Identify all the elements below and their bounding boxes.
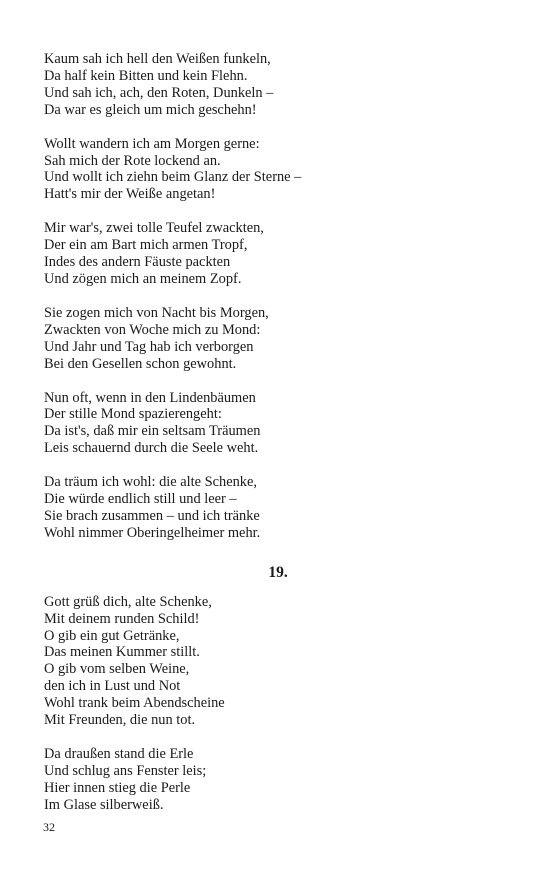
verse-line: O gib vom selben Weine, (44, 661, 190, 678)
verse-line: Da draußen stand die Erle (44, 746, 194, 762)
verse-line: Der ein am Bart mich armen Tropf, (44, 237, 248, 254)
verse-line: Und sah ich, ach, den Roten, Dunkeln – (44, 84, 274, 101)
verse-line: Mit deinem runden Schild! (44, 610, 200, 627)
verse-line: Wollt wandern ich am Morgen gerne: (44, 135, 260, 152)
verse-line: den ich in Lust und Not (44, 678, 181, 695)
verse-line: Da träum ich wohl: die alte Schenke, (44, 474, 257, 491)
page-content (44, 51, 510, 831)
verse-line: Sie brach zusammen – und ich tränke (44, 507, 260, 524)
stanza (44, 594, 510, 729)
verse-line: O gib ein gut Getränke, (44, 627, 180, 644)
verse-line: Gott grüß dich, alte Schenke, (44, 593, 212, 610)
verse-line: Da ist's, daß mir ein seltsam Träumen (44, 423, 261, 440)
verse-line: Bei den Gesellen schon gewohnt. (44, 355, 237, 372)
page-number: 32 (43, 820, 55, 834)
poem-19 (44, 594, 510, 814)
verse-line: Und Jahr und Tag hab ich verborgen (44, 338, 254, 355)
verse-line: Nun oft, wenn in den Lindenbäumen (44, 389, 256, 406)
stanza (44, 220, 510, 288)
stanza (44, 305, 510, 373)
verse-line: Der stille Mond spazierengeht: (44, 406, 222, 423)
poem-number-heading: 19. (268, 563, 288, 581)
verse-line: Wohl nimmer Oberingelheimer mehr. (44, 524, 261, 541)
stanza (44, 746, 510, 814)
verse-line: Sie zogen mich von Nacht bis Morgen, (44, 304, 269, 321)
verse-line: Und zögen mich an meinem Zopf. (44, 270, 242, 287)
verse-line: Im Glase silberweiß. (44, 796, 164, 813)
verse-line: Hier innen stieg die Perle (44, 779, 191, 796)
verse-line: Hatt's mir der Weiße angetan! (44, 186, 216, 203)
stanza (44, 51, 510, 119)
verse-line: Da war es gleich um mich geschehn! (44, 101, 257, 118)
poem-18-continuation (44, 51, 510, 542)
verse-line: Indes des andern Fäuste packten (44, 254, 231, 271)
stanza (44, 474, 510, 542)
stanza (44, 390, 510, 458)
verse-line: Mit Freunden, die nun tot. (44, 712, 196, 729)
stanza (44, 136, 510, 204)
verse-line: Da half kein Bitten und kein Flehn. (44, 67, 248, 84)
verse-line: Die würde endlich still und leer – (44, 491, 237, 508)
verse-line: Zwackten von Woche mich zu Mond: (44, 321, 261, 338)
verse-line: Das meinen Kummer stillt. (44, 644, 200, 661)
verse-line: Wohl trank beim Abendscheine (44, 695, 225, 712)
verse-line: Mir war's, zwei tolle Teufel zwackten, (44, 220, 264, 237)
verse-line: Und wollt ich ziehn beim Glanz der Sterne – (44, 169, 302, 186)
verse-line: Leis schauernd durch die Seele weht. (44, 440, 259, 457)
verse-line: Kaum sah ich hell den Weißen funkeln, (44, 51, 271, 67)
verse-line: Sah mich der Rote lockend an. (44, 152, 221, 169)
verse-line: Und schlug ans Fenster leis; (44, 762, 207, 779)
